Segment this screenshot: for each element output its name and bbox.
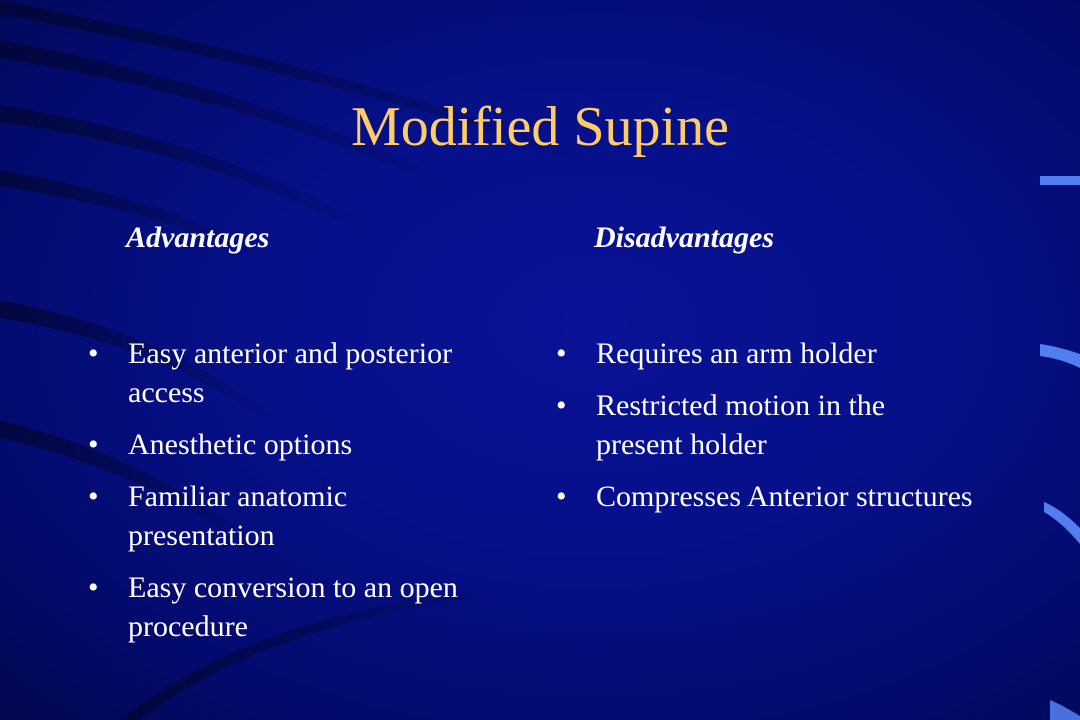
advantage-text: Easy anterior and posterior access	[128, 337, 453, 409]
list-item	[556, 334, 976, 373]
list-item	[88, 568, 488, 646]
bullet-icon: •	[556, 389, 567, 422]
bullet-icon: •	[88, 480, 99, 513]
list-item	[88, 334, 488, 412]
list-item	[88, 425, 488, 464]
advantage-text: Anesthetic options	[128, 428, 353, 461]
disadvantages-list	[556, 334, 976, 529]
disadvantage-text: Requires an arm holder	[596, 337, 877, 370]
bullet-icon: •	[88, 428, 99, 461]
bullet-icon: •	[556, 337, 567, 370]
slide-title: Modified Supine	[351, 96, 729, 158]
disadvantage-text: Restricted motion in the present holder	[596, 389, 886, 461]
advantage-text: Easy conversion to an open procedure	[128, 571, 458, 643]
advantages-heading: Advantages	[126, 221, 270, 254]
bullet-icon: •	[88, 571, 99, 604]
disadvantages-heading: Disadvantages	[594, 221, 774, 254]
bullet-icon: •	[556, 480, 567, 513]
advantages-list	[88, 334, 488, 659]
disadvantage-text: Compresses Anterior structures	[596, 480, 973, 513]
advantage-text: Familiar anatomic presentation	[128, 480, 348, 552]
bullet-icon: •	[88, 337, 99, 370]
list-item	[88, 477, 488, 555]
list-item	[556, 477, 976, 516]
list-item	[556, 386, 976, 464]
